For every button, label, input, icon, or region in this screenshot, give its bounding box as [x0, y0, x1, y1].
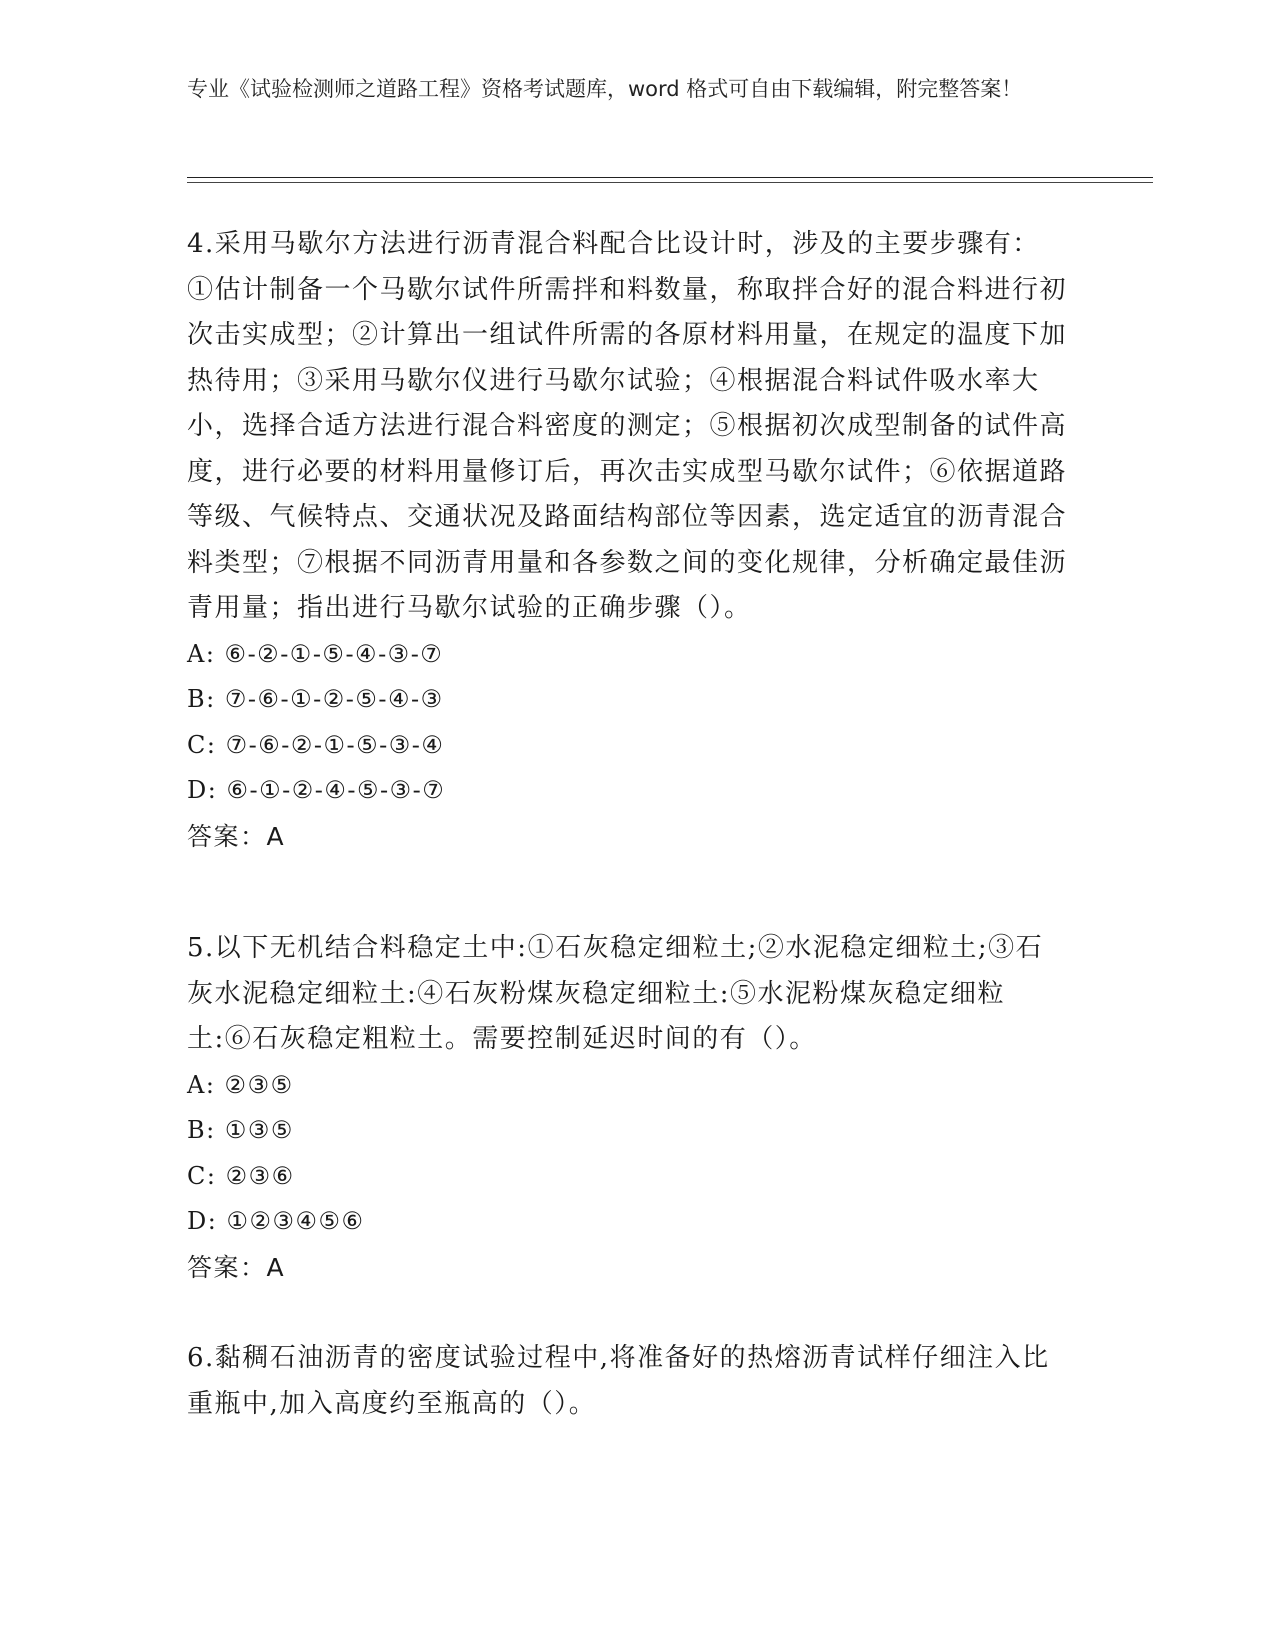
- question-6: [187, 1336, 1067, 1427]
- option-a: A: ⑥-②-①-⑤-④-③-⑦: [187, 639, 444, 668]
- option-b: B: ⑦-⑥-①-②-⑤-④-③: [187, 685, 444, 713]
- option-a: A: ②③⑤: [187, 1070, 294, 1099]
- answer: 答案：A: [187, 821, 286, 851]
- question-4: [187, 222, 1067, 859]
- option-c: C: ⑦-⑥-②-①-⑤-③-④: [187, 730, 445, 759]
- option-b: B: ①③⑤: [187, 1116, 294, 1144]
- header-rule-top: [187, 177, 1153, 178]
- question-stem: 4.采用马歇尔方法进行沥青混合料配合比设计时，涉及的主要步骤有：①估计制备一个马歇尔试件所需拌和料数量，称取拌合好的混合料进行初次击实成型；②计算出一组试件所需的各原材料用量，在规定的温度下加热待用；③采用马歇尔仪进行马歇尔试验；④根据混合料试件吸水率大小，选择合适方法进行混合料密度的测定；⑤根据初次成型制备的试件高度，进行必要的材料用量修订后，再次击实成型马歇尔试件；⑥依据道路等级、气候特点、交通状况及路面结构部位等因素，选定适宜的沥青混合料类型；⑦根据不同沥青用量和各参数之间的变化规律，分析确定最佳沥青用量；指出进行马歇尔试验的正确步骤（）。: [187, 229, 1068, 623]
- question-stem: 6.黏稠石油沥青的密度试验过程中,将准备好的热熔沥青试样仔细注入比重瓶中,加入高度约至瓶高的（）。: [187, 1343, 1050, 1419]
- question-5: [187, 926, 1067, 1290]
- header-rule-bottom: [187, 182, 1153, 183]
- document-header: 专业《试验检测师之道路工程》资格考试题库，word 格式可自由下载编辑，附完整答案！: [187, 77, 1023, 101]
- question-stem: 5.以下无机结合料稳定土中:①石灰稳定细粒土;②水泥稳定细粒土;③石灰水泥稳定细粒土:④石灰粉煤灰稳定细粒土:⑤水泥粉煤灰稳定细粒土:⑥石灰稳定粗粒土。需要控制延迟时间的有（）。: [187, 933, 1044, 1054]
- option-d: D: ①②③④⑤⑥: [187, 1207, 365, 1235]
- answer: 答案：A: [187, 1252, 286, 1282]
- option-d: D: ⑥-①-②-④-⑤-③-⑦: [187, 776, 446, 804]
- option-c: C: ②③⑥: [187, 1161, 295, 1190]
